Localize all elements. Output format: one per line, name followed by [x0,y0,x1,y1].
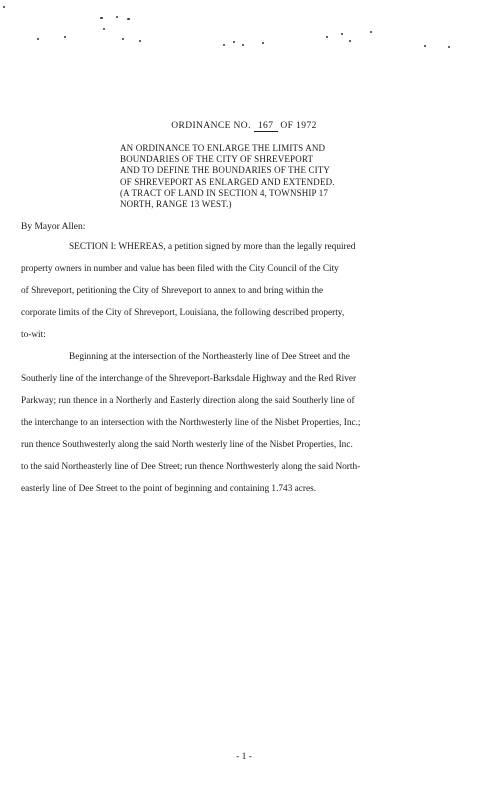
ordinance-heading [120,143,375,210]
scan-speck [326,36,328,38]
scan-speck [122,38,124,40]
paragraph-line: easterly line of Dee Street to the point of beginning and containing 1.743 acres. [21,484,317,494]
scan-speck [116,16,118,18]
scan-speck [233,41,235,43]
heading-line: AN ORDINANCE TO ENLARGE THE LIMITS AND [120,143,326,153]
paragraph-line: the interchange to an intersection with the Northwesterly line of the Nisbet Properties, Inc.; [21,418,361,428]
byline: By Mayor Allen: [21,222,86,232]
scan-speck [100,17,103,19]
property-description [21,346,471,500]
section-paragraph [21,236,471,346]
scan-speck [448,46,450,48]
ordinance-year: OF 1972 [280,121,317,131]
paragraph-line: property owners in number and value has been filed with the City Council of the City [21,264,339,274]
heading-line: (A TRACT OF LAND IN SECTION 4, TOWNSHIP 17 [120,187,329,198]
scan-speck [127,18,130,20]
scan-speck [424,45,426,47]
paragraph-line: of Shreveport, petitioning the City of Shreveport to annex to and bring within the [21,286,324,296]
heading-line: NORTH, RANGE 13 WEST.) [120,199,232,210]
ordinance-title [0,121,488,132]
ordinance-number: 167 [254,121,278,132]
heading-line: OF SHREVEPORT AS ENLARGED AND EXTENDED. [120,176,335,187]
paragraph-line: Southerly line of the interchange of the Shreveport-Barksdale Highway and the Red River [21,374,357,384]
scan-speck [349,40,351,42]
scan-speck [64,36,66,38]
scan-speck [370,31,372,33]
scan-speck [223,44,225,46]
ordinance-label: ORDINANCE NO. [171,121,251,131]
page-number: - 1 - [236,752,252,762]
paragraph-line: to the said Northeasterly line of Dee Street; run thence Northwesterly along the said North- [21,462,361,472]
scan-speck [37,38,39,40]
scan-speck [341,33,343,35]
paragraph-line: Parkway; run thence in a Northerly and Easterly direction along the said Southerly line of [21,396,355,406]
paragraph-line: to-wit: [21,330,46,340]
paragraph-line: SECTION I: WHEREAS, a petition signed by more than the legally required [69,242,356,252]
heading-line: BOUNDARIES OF THE CITY OF SHREVEPORT [120,154,314,165]
scan-speck [103,28,105,30]
paragraph-line: run thence Southwesterly along the said North westerly line of the Nisbet Properties, Inc. [21,440,353,450]
scan-speck [242,44,244,46]
paragraph-line: corporate limits of the City of Shreveport, Louisiana, the following described property, [21,308,345,318]
scan-speck [139,40,141,42]
scan-speck [3,6,5,8]
heading-line: AND TO DEFINE THE BOUNDARIES OF THE CITY [120,165,331,176]
scan-speck [262,42,264,44]
paragraph-line: Beginning at the intersection of the Northeasterly line of Dee Street and the [69,352,350,362]
